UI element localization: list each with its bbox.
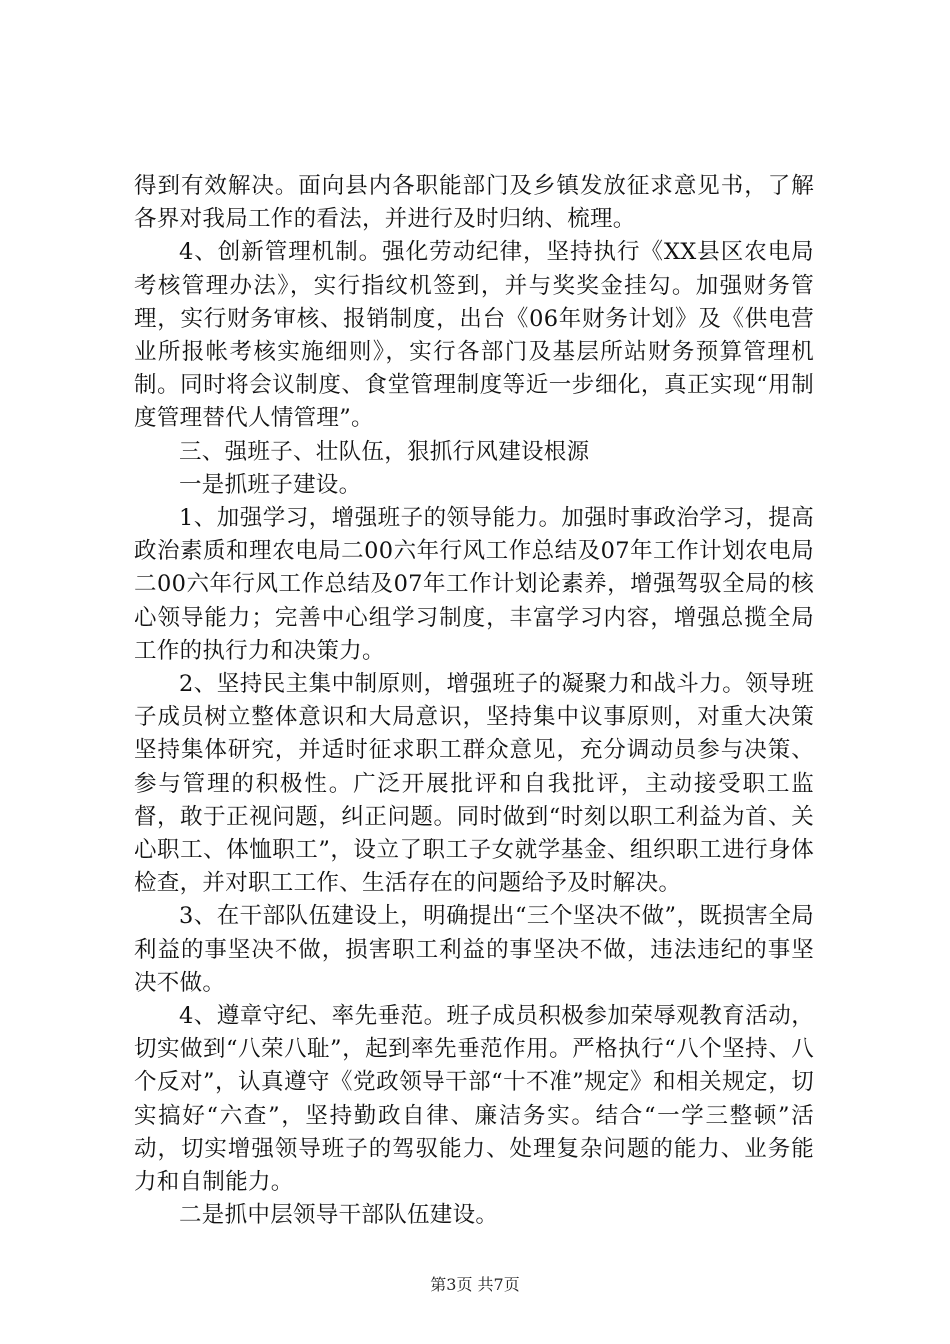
paragraph-item-2: 2、坚持民主集中制原则，增强班子的凝聚力和战斗力。领导班子成员树立整体意识和大局意识，坚持集中议事原则，对重大决策坚持集体研究，并适时征求职工群众意见，充分调动员参与决策、参与管理的积极性。广泛开展批评和自我批评，主动接受职工监督，敢于正视问题，纠正问题。同时做到“时刻以职工利益为首、关心职工、体恤职工”，设立了职工子女就学基金、组织职工进行身体检查，并对职工工作、生活存在的问题给予及时解决。 xyxy=(134,671,814,897)
page-number-footer: 第3页 共7页 xyxy=(430,1275,520,1294)
paragraph-item-4: 4、遵章守纪、率先垂范。班子成员积极参加荣辱观教育活动，切实做到“八荣八耻”，起到率先垂范作用。严格执行“八个坚持、八个反对”，认真遵守《党政领导干部“十不准”规定》和相关规定，切实搞好“六查”，坚持勤政自律、廉洁务实。结合“一学三整顿”活动，切实增强领导班子的驾驭能力、处理复杂问题的能力、业务能力和自制能力。 xyxy=(134,1003,814,1196)
sub-heading-1: 一是抓班子建设。 xyxy=(179,471,362,498)
document-body xyxy=(134,170,814,1233)
paragraph-item-3: 3、在干部队伍建设上，明确提出“三个坚决不做”，既损害全局利益的事坚决不做，损害职工利益的事坚决不做，违法违纪的事坚决不做。 xyxy=(134,903,814,996)
paragraph-1: 得到有效解决。面向县内各职能部门及乡镇发放征求意见书，了解各界对我局工作的看法，并进行及时归纳、梳理。 xyxy=(134,173,814,233)
section-heading-3: 三、强班子、壮队伍，狠抓行风建设根源 xyxy=(179,438,590,465)
paragraph-2: 4、创新管理机制。强化劳动纪律，坚持执行《XX县区农电局考核管理办法》，实行指纹机签到，并与奖奖金挂勾。加强财务管理，实行财务审核、报销制度，出台《06年财务计划》及《供电营业所报帐考核实施细则》，实行各部门及基层所站财务预算管理机制。同时将会议制度、食堂管理制度等近一步细化，真正实现“用制度管理替代人情管理”。 xyxy=(134,239,814,432)
sub-heading-2: 二是抓中层领导干部队伍建设。 xyxy=(179,1202,499,1229)
paragraph-item-1: 1、加强学习，增强班子的领导能力。加强时事政治学习，提高政治素质和理农电局二00六年行风工作总结及07年工作计划农电局二00六年行风工作总结及07年工作计划论素养，增强驾驭全局的核心领导能力；完善中心组学习制度，丰富学习内容，增强总揽全局工作的执行力和决策力。 xyxy=(134,505,814,664)
